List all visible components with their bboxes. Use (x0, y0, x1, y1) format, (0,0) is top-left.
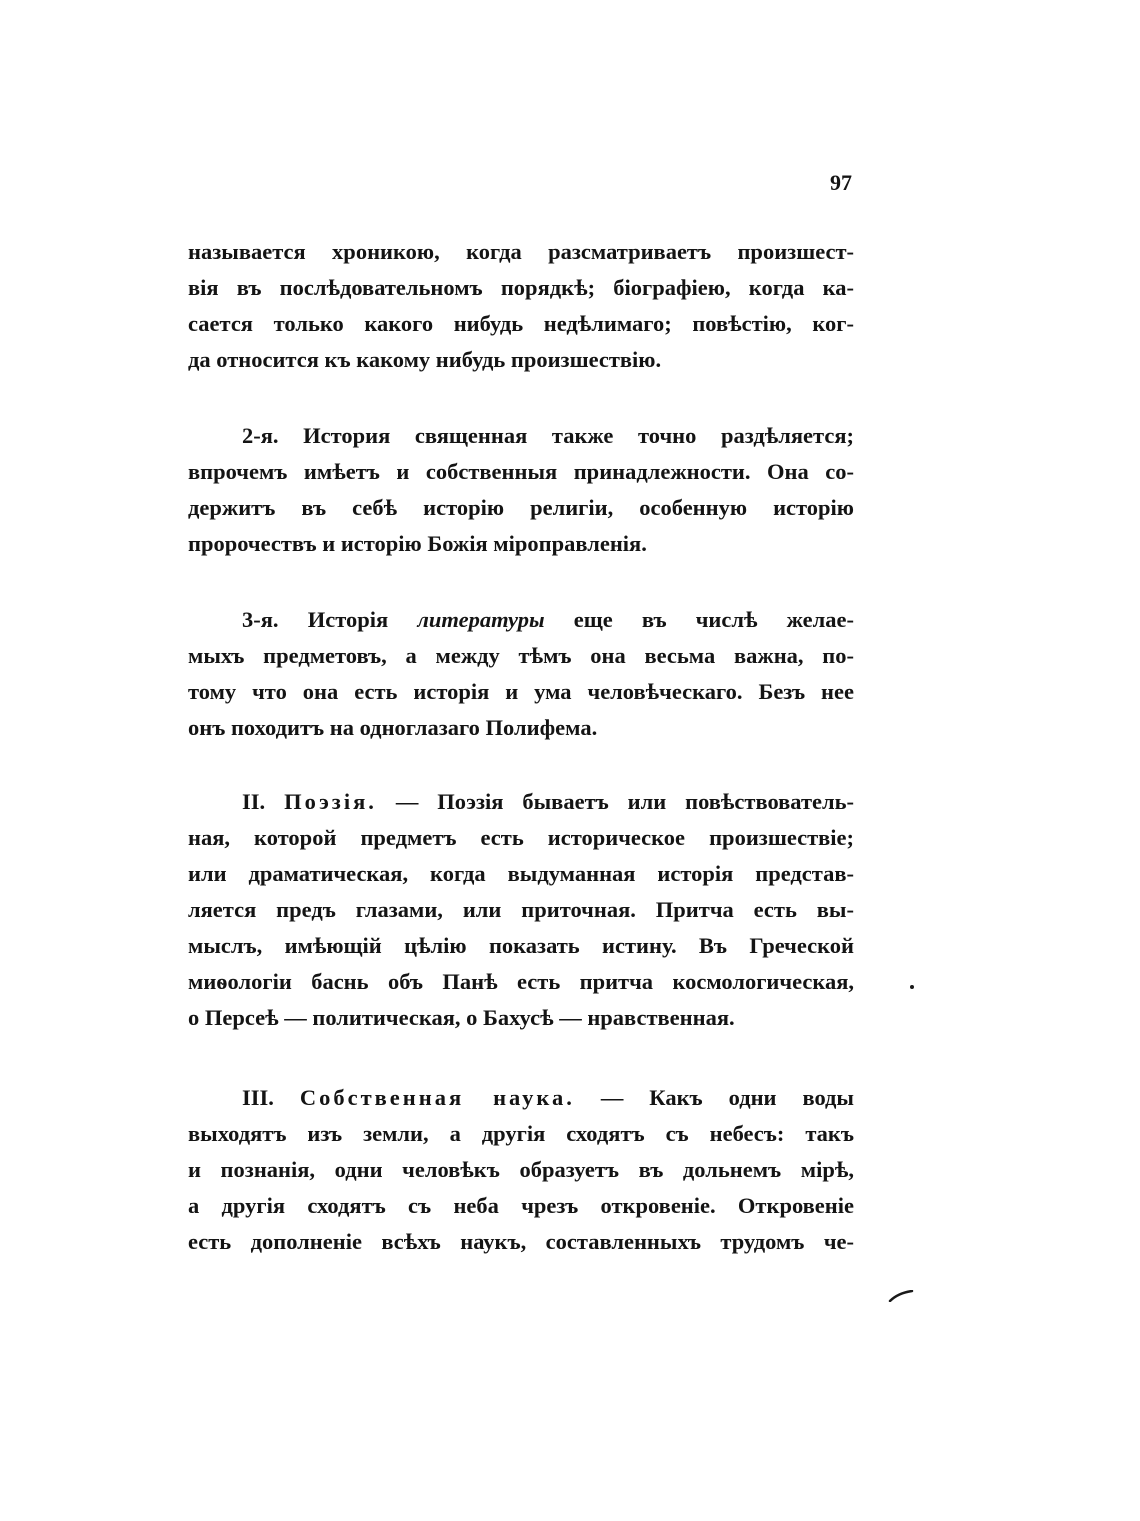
text-line: мыхъ предметовъ, а между тѣмъ она весьма важна, по- (188, 643, 854, 668)
line-text: еще въ числѣ желае- (573, 607, 855, 632)
text-line: или драматическая, когда выдуманная исторія представ- (188, 861, 854, 886)
ink-mark (888, 1290, 914, 1302)
text-line: ляется предъ глазами, или приточная. Притча есть вы- (188, 897, 854, 922)
italic-term: литературы (417, 607, 545, 632)
line-text: — Поэзія бываетъ или повѣствователь- (395, 789, 855, 814)
text-line: а другія сходятъ съ неба чрезъ откровеніе. Откровеніе (188, 1193, 854, 1218)
section-number: 2-я. (242, 423, 279, 448)
section-heading: Поэзія. (284, 789, 377, 814)
text-line: да относится къ какому нибудь произшествію. (188, 347, 662, 372)
text-line: онъ походитъ на одноглазаго Полифема. (188, 715, 598, 740)
text-line: впрочемъ имѣетъ и собственныя принадлежности. Она со- (188, 459, 854, 484)
text-line: мыслъ, имѣющій цѣлію показать истину. Въ Греческой (188, 933, 854, 958)
section-number: 3-я. (242, 607, 279, 632)
text-line (188, 784, 854, 820)
ink-speck (910, 985, 914, 989)
section-number: II. (242, 789, 266, 814)
line-text: — Какъ одни воды (600, 1085, 855, 1110)
text-line (188, 418, 854, 454)
line-text: Исторія (307, 607, 389, 632)
text-line: держитъ въ себѣ исторію религіи, особенную исторію (188, 495, 854, 520)
text-line: пророчествъ и исторію Божія міроправленія. (188, 531, 647, 556)
text-line (188, 602, 854, 638)
text-line: называется хроникою, когда разсматриваетъ произшест- (188, 239, 854, 264)
paragraph-2 (188, 418, 854, 562)
text-line: вія въ послѣдовательномъ порядкѣ; біографіею, когда ка- (188, 275, 854, 300)
section-heading: Собственная наука. (299, 1085, 575, 1110)
text-line: тому что она есть исторія и ума человѣческаго. Безъ нее (188, 679, 854, 704)
text-line: и познанія, одни человѣкъ образуетъ въ дольнемъ мірѣ, (188, 1157, 854, 1182)
section-number: III. (242, 1085, 274, 1110)
text-line (188, 1080, 854, 1116)
text-line: сается только какого нибудь недѣлимаго; повѣстію, ког- (188, 311, 854, 336)
text-line: о Персеѣ — политическая, о Бахусѣ — нравственная. (188, 1005, 735, 1030)
text-line: миѳологіи баснь объ Панѣ есть притча космологическая, (188, 969, 854, 994)
paragraph-5 (188, 1080, 854, 1260)
paragraph-1 (188, 234, 854, 378)
line-text: История священная также точно раздѣляется; (303, 423, 854, 448)
paragraph-3 (188, 602, 854, 746)
page-number: 97 (830, 170, 852, 195)
text-line: есть дополненіе всѣхъ наукъ, составленныхъ трудомъ че- (188, 1229, 854, 1254)
text-line: ная, которой предметъ есть историческое произшествіе; (188, 825, 854, 850)
text-line: выходятъ изъ земли, а другія сходятъ съ небесъ: такъ (188, 1121, 854, 1146)
paragraph-4 (188, 784, 854, 1036)
